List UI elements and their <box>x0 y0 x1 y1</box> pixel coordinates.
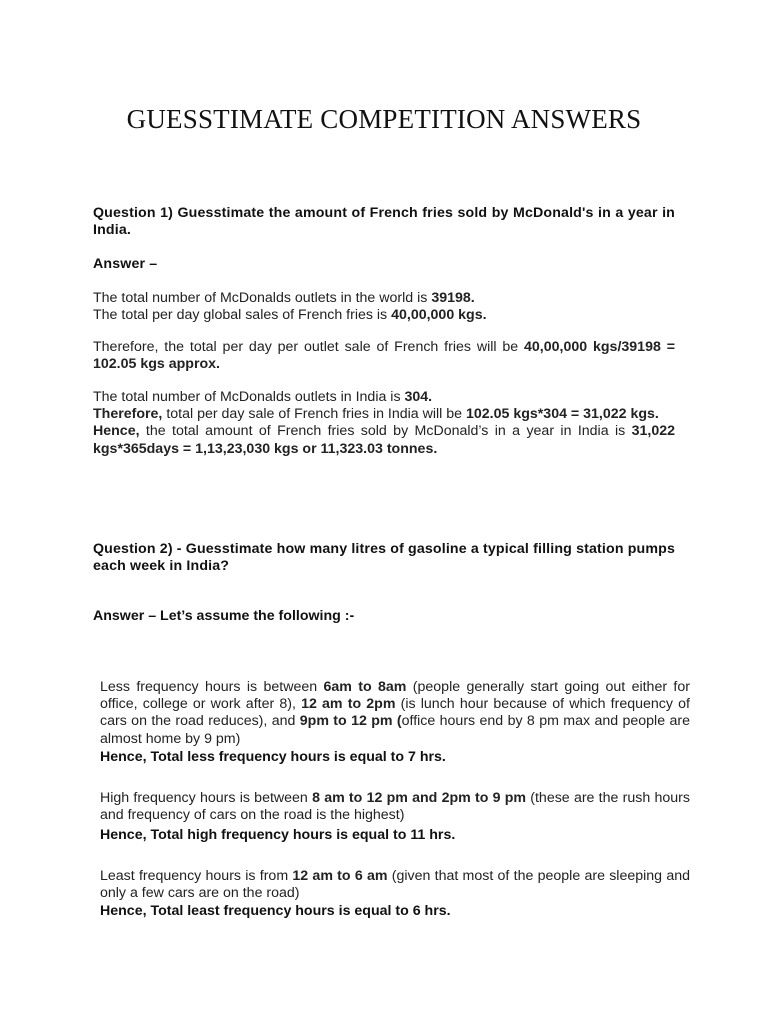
text: office hours end by 8 pm max and people are almost home by 9 pm) <box>100 713 690 747</box>
text: The total per day global sales of French fries is <box>93 307 392 324</box>
text: Answer <box>93 608 145 624</box>
per-outlet-value: 40,00,000 kgs/39198 = 102.05 kgs approx. <box>93 339 675 373</box>
india-daily-value: 102.05 kgs*304 = 31,022 kgs. <box>466 406 659 423</box>
answer-1-label: Answer – <box>93 256 158 272</box>
text: Less frequency hours is between <box>100 679 324 695</box>
text: The total number of McDonalds outlets in India is <box>93 389 405 405</box>
least-frequency-paragraph <box>100 868 690 902</box>
answer-2-label <box>93 608 675 625</box>
text: Therefore, the total per day per outlet sale of French fries will be <box>93 339 525 355</box>
india-outlets-value: 304. <box>404 389 433 405</box>
india-yearly-value: 31,022 kgs*365days = 1,13,23,030 kgs or 11,323.03 tonnes. <box>93 423 675 457</box>
text: High frequency hours is between <box>100 790 313 806</box>
high-frequency-paragraph <box>100 790 690 824</box>
world-outlets-value: 39198. <box>431 290 475 306</box>
q1-paragraph-3 <box>93 389 675 458</box>
question-2: Question 2) - Guesstimate how many litres of gasoline a typical filling station pumps each week in India? <box>93 541 675 575</box>
high-range: 8 am to 12 pm and 2pm to 9 pm <box>312 790 527 806</box>
less-range-3: 9pm to 12 pm ( <box>299 713 402 730</box>
less-frequency-total: Hence, Total less frequency hours is equal to 7 hrs. <box>100 749 446 765</box>
global-sales-value: 40,00,000 kgs. <box>391 307 487 324</box>
question-1: Question 1) Guesstimate the amount of French fries sold by McDonald's in a year in India. <box>93 205 675 239</box>
q1-paragraph-2 <box>93 339 675 373</box>
text: Hence, <box>93 423 140 440</box>
less-range-1: 6am to 8am <box>323 679 407 695</box>
text: (these are the rush hours and frequency of cars on the road is the highest) <box>100 790 690 824</box>
text: (people generally start going out either for office, college or work after 8), <box>100 679 690 713</box>
less-range-2: 12 am to 2pm <box>301 696 396 713</box>
less-frequency-paragraph <box>100 679 690 748</box>
text: (is lunch hour because of which frequency of cars on the road reduces), and <box>100 696 690 730</box>
high-frequency-total: Hence, Total high frequency hours is equal to 11 hrs. <box>100 827 456 843</box>
text: the total amount of French fries sold by McDonald’s in a year in India is <box>139 423 632 440</box>
text: Least frequency hours is from <box>100 868 293 884</box>
least-range: 12 am to 6 am <box>292 868 388 884</box>
q1-paragraph-1 <box>93 290 675 324</box>
document-title: GUESSTIMATE COMPETITION ANSWERS <box>126 104 642 134</box>
text: (given that most of the people are sleeping and only a few cars are on the road) <box>100 868 690 902</box>
text: The total number of McDonalds outlets in the world is <box>93 290 432 306</box>
text: Therefore, <box>93 406 163 423</box>
text: total per day sale of French fries in India will be <box>162 406 466 423</box>
text: – Let’s assume the following :- <box>144 608 355 624</box>
least-frequency-total: Hence, Total least frequency hours is equal to 6 hrs. <box>100 903 451 919</box>
